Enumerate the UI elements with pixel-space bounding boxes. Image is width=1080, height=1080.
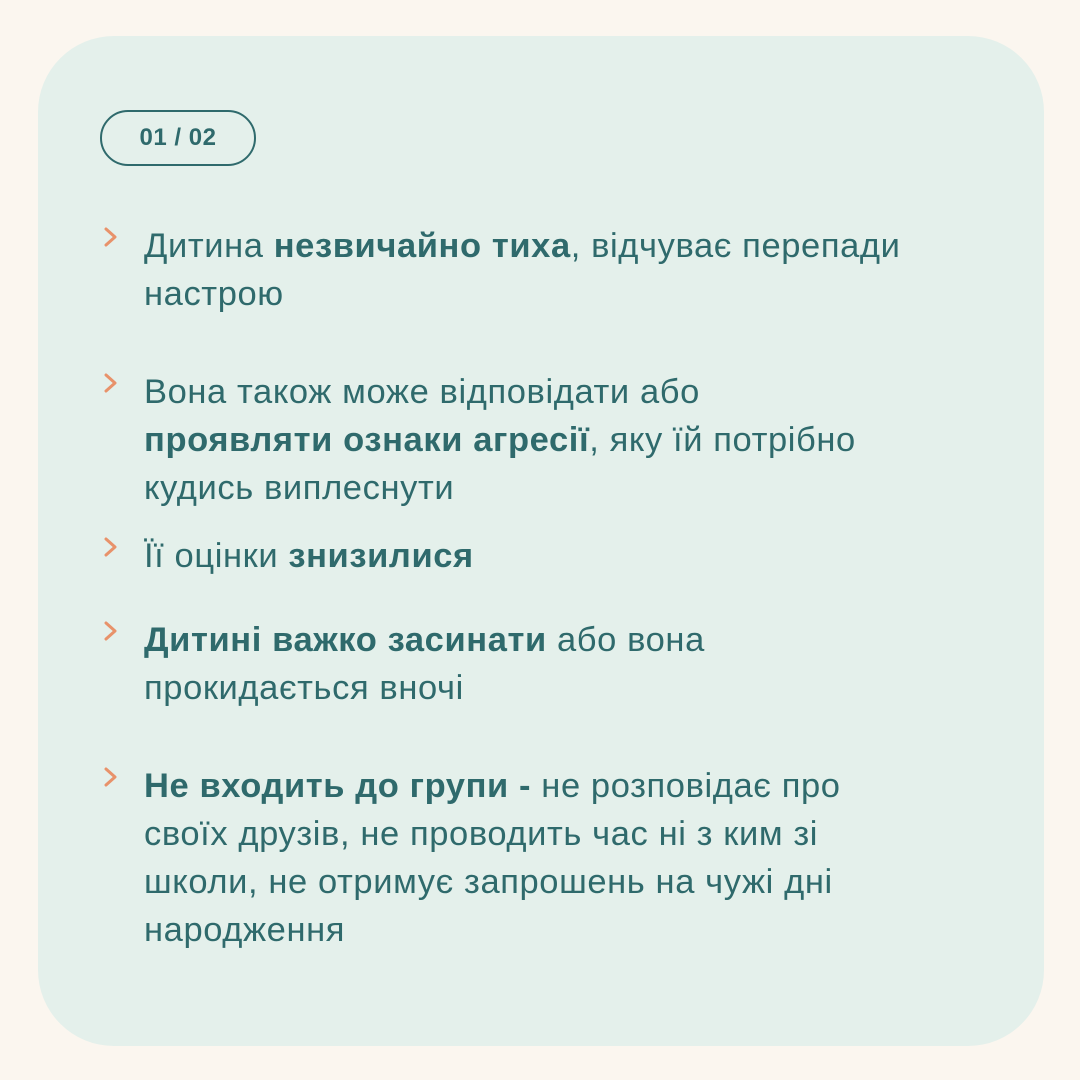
bold-text-segment: Дитині важко засинати: [144, 621, 547, 659]
chevron-right-icon: [100, 536, 122, 558]
bold-text-segment: Не входить до групи -: [144, 767, 532, 805]
list-item-line: [144, 906, 994, 954]
list-item-line: [144, 810, 994, 858]
text-segment: або вона: [546, 621, 705, 659]
list-item-line: [144, 616, 994, 664]
list-item-text: [144, 616, 994, 712]
list-item-line: [144, 858, 994, 906]
text-segment: настрою: [144, 275, 284, 313]
page-indicator-label: 01 / 02: [139, 124, 217, 151]
text-segment: , яку їй потрібно: [589, 421, 856, 459]
list-item-text: [144, 762, 994, 954]
bold-text-segment: проявляти ознаки агресії: [144, 421, 590, 459]
text-segment: Вона також може відповідати або: [144, 373, 700, 411]
list-item-line: [144, 270, 994, 318]
page-indicator: [100, 110, 256, 166]
text-segment: Її оцінки: [144, 537, 289, 575]
list-item-line: [144, 532, 994, 580]
text-segment: Дитина: [144, 227, 274, 265]
list-item-line: [144, 464, 994, 512]
list-item-line: [144, 416, 994, 464]
text-segment: прокидається вночі: [144, 669, 464, 707]
list-item-line: [144, 368, 994, 416]
list-item-line: [144, 222, 994, 270]
text-segment: школи, не отримує запрошень на чужі дні: [144, 863, 833, 901]
chevron-right-icon: [100, 226, 122, 248]
list-item-line: [144, 762, 994, 810]
text-segment: народження: [144, 911, 346, 949]
chevron-right-icon: [100, 620, 122, 642]
bold-text-segment: знизилися: [288, 537, 474, 575]
text-segment: своїх друзів, не проводить час ні з ким зі: [144, 815, 819, 853]
text-segment: , відчуває перепади: [570, 227, 901, 265]
text-segment: кудись виплеснути: [144, 469, 455, 507]
chevron-right-icon: [100, 766, 122, 788]
list-item-text: [144, 222, 994, 318]
list-item-line: [144, 664, 994, 712]
bold-text-segment: незвичайно тиха: [273, 227, 571, 265]
list-item-text: [144, 532, 994, 580]
text-segment: не розповідає про: [531, 767, 841, 805]
chevron-right-icon: [100, 372, 122, 394]
list-item-text: [144, 368, 994, 512]
